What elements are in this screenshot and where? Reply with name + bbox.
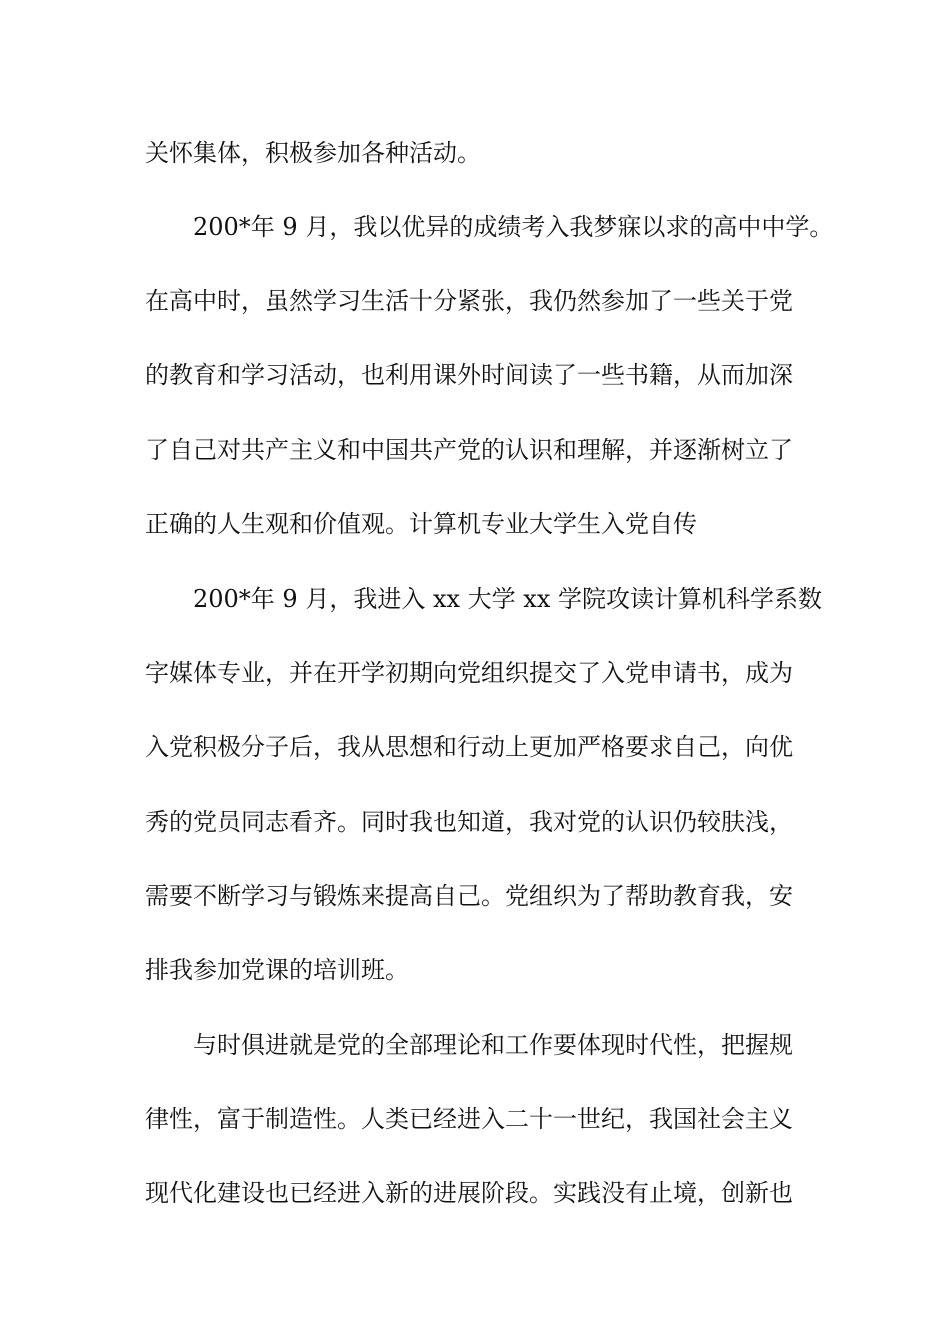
text-line: 现代化建设也已经进入新的进展阶段。实践没有止境，创新也 — [145, 1179, 793, 1207]
text-line: 关怀集体，积极参加各种活动。 — [145, 139, 481, 167]
text-line: 了自己对共产主义和中国共产党的认识和理解，并逐渐树立了 — [145, 436, 793, 464]
text-line: 秀的党员同志看齐。同时我也知道，我对党的认识仍较肤浅， — [145, 808, 793, 836]
text-line: 律性，富于制造性。人类已经进入二十一世纪，我国社会主义 — [145, 1105, 793, 1133]
paragraph-start-line: 与时俱进就是党的全部理论和工作要体现时代性，把握规 — [193, 1031, 793, 1059]
text-line: 排我参加党课的培训班。 — [145, 956, 409, 984]
text-line: 字媒体专业，并在开学初期向党组织提交了入党申请书，成为 — [145, 659, 793, 687]
paragraph-start-line: 200*年 9 月，我进入 xx 大学 xx 学院攻读计算机科学系数 — [193, 585, 822, 613]
text-line: 入党积极分子后，我从思想和行动上更加严格要求自己，向优 — [145, 733, 793, 761]
text-line: 正确的人生观和价值观。计算机专业大学生入党自传 — [145, 510, 697, 538]
text-line: 需要不断学习与锻炼来提高自己。党组织为了帮助教育我，安 — [145, 882, 793, 910]
text-line: 在高中时，虽然学习生活十分紧张，我仍然参加了一些关于党 — [145, 287, 793, 315]
paragraph-start-line: 200*年 9 月，我以优异的成绩考入我梦寐以求的高中中学。 — [193, 213, 834, 241]
text-line: 的教育和学习活动，也利用课外时间读了一些书籍，从而加深 — [145, 361, 793, 389]
